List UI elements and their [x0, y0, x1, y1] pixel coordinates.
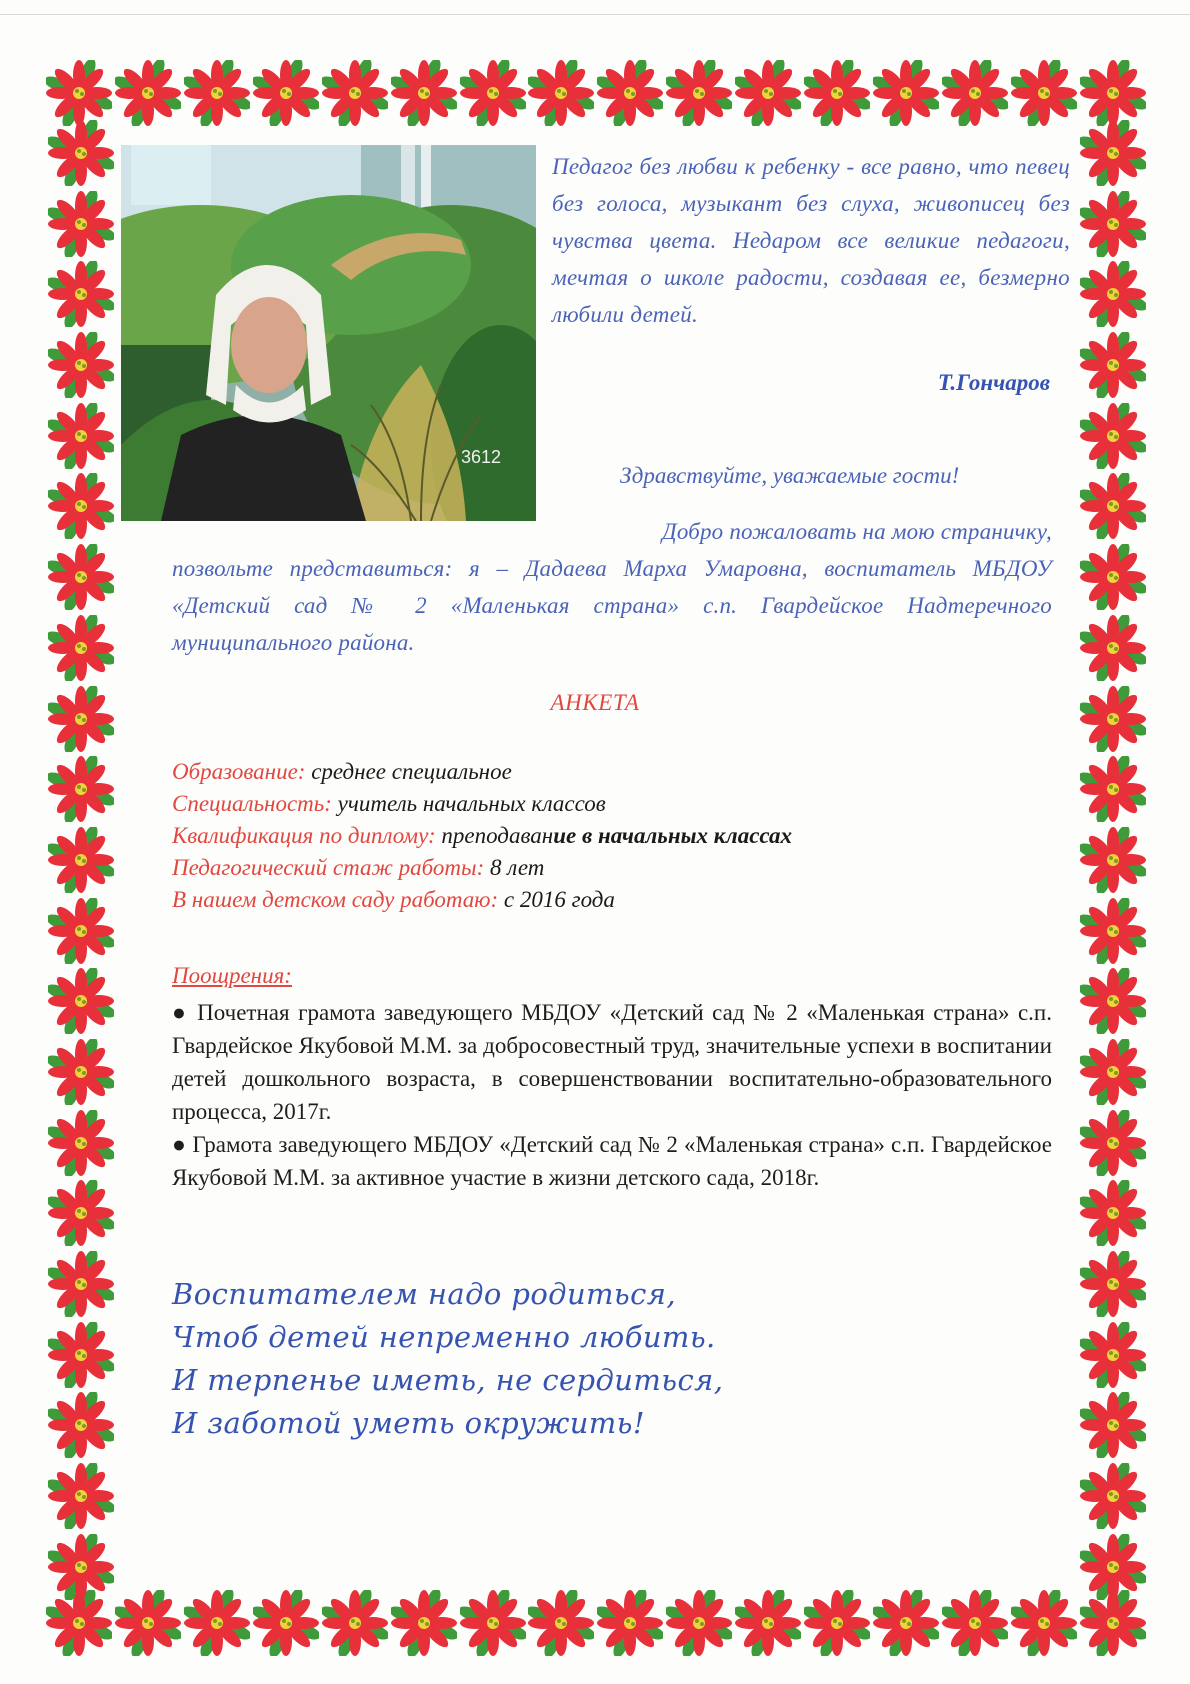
poinsettia-flower-icon: [1080, 191, 1146, 257]
poinsettia-flower-icon: [115, 60, 181, 126]
profile-value: [305, 759, 511, 784]
poem-line: И терпенье иметь, не сердиться,: [172, 1363, 724, 1397]
poinsettia-flower-icon: [48, 473, 114, 539]
profile-value-text: преподаван: [435, 823, 554, 848]
profile-value-bold: ие в начальных классах: [553, 823, 793, 848]
poinsettia-flower-icon: [48, 191, 114, 257]
profile-value-text: среднее специальное: [305, 759, 512, 784]
poinsettia-flower-icon: [48, 1180, 114, 1246]
profile-label: Специальность:: [172, 791, 332, 816]
poinsettia-flower-icon: [942, 60, 1008, 126]
poinsettia-flower-icon: [48, 898, 114, 964]
poinsettia-flower-icon: [1011, 1590, 1077, 1656]
profile-label: Образование:: [172, 759, 306, 784]
poinsettia-flower-icon: [1080, 261, 1146, 327]
award-item: ● Почетная грамота заведующего МБДОУ «Детский сад № 2 «Маленькая страна» с.п. Гвардейское Якубовой М.М. за добросовестный труд, значительные успехи в воспитании детей дошкольного возраста, в совершенствовании воспитательно-образовательного процесса, 2017г.: [172, 1000, 1052, 1124]
poinsettia-flower-icon: [1080, 120, 1146, 186]
poinsettia-flower-icon: [460, 60, 526, 126]
poinsettia-flower-icon: [48, 1110, 114, 1176]
anketa-heading: АНКЕТА: [550, 690, 640, 715]
epigraph-quote: Педагог без любви к ребенку - все равно, что певец без голоса, музыкант без слуха, живописец без чувства цвета. Недаром все великие педагоги, мечтая о школе радости, создавая ее, безмерно любили детей.: [552, 154, 1070, 327]
awards-list: [172, 996, 1052, 1194]
profile-row: [172, 884, 1052, 916]
poinsettia-flower-icon: [48, 1534, 114, 1600]
poinsettia-flower-icon: [528, 1590, 594, 1656]
profile-label: Квалификация по диплому:: [172, 823, 436, 848]
poinsettia-flower-icon: [48, 1463, 114, 1529]
poinsettia-flower-icon: [1080, 756, 1146, 822]
poinsettia-flower-icon: [48, 403, 114, 469]
poinsettia-flower-icon: [48, 1392, 114, 1458]
profile-label: Педагогический стаж работы:: [172, 855, 485, 880]
profile-value: [498, 887, 615, 912]
poinsettia-flower-icon: [184, 1590, 250, 1656]
scan-edge-line: [0, 14, 1190, 15]
profile-list: [172, 756, 1052, 916]
profile-value-text: 8 лет: [484, 855, 545, 880]
teacher-photo: [121, 145, 536, 521]
poinsettia-flower-icon: [253, 60, 319, 126]
poinsettia-flower-icon: [253, 1590, 319, 1656]
poinsettia-flower-icon: [873, 1590, 939, 1656]
poinsettia-flower-icon: [735, 1590, 801, 1656]
profile-label: В нашем детском саду работаю:: [172, 887, 499, 912]
poinsettia-flower-icon: [48, 261, 114, 327]
profile-value: [484, 855, 544, 880]
poinsettia-flower-icon: [804, 60, 870, 126]
poinsettia-flower-icon: [735, 60, 801, 126]
poinsettia-flower-icon: [322, 1590, 388, 1656]
poinsettia-flower-icon: [48, 968, 114, 1034]
photo-number-label: 3612: [461, 447, 502, 467]
poinsettia-flower-icon: [1080, 1534, 1146, 1600]
profile-row: [172, 756, 1052, 788]
poinsettia-flower-icon: [48, 615, 114, 681]
poinsettia-flower-icon: [48, 756, 114, 822]
poinsettia-flower-icon: [322, 60, 388, 126]
poinsettia-flower-icon: [1080, 403, 1146, 469]
poinsettia-flower-icon: [48, 544, 114, 610]
profile-row: [172, 852, 1052, 884]
poinsettia-flower-icon: [1080, 1251, 1146, 1317]
poem-line: Чтоб детей непременно любить.: [172, 1320, 716, 1354]
profile-value-text: учитель начальных классов: [331, 791, 606, 816]
poinsettia-flower-icon: [942, 1590, 1008, 1656]
intro-first-line: Добро пожаловать на мою страничку,: [661, 519, 1052, 544]
poinsettia-flower-icon: [1080, 1392, 1146, 1458]
poinsettia-flower-icon: [48, 332, 114, 398]
poinsettia-flower-icon: [1011, 60, 1077, 126]
profile-value: [436, 823, 792, 848]
poem-line: Воспитателем надо родиться,: [172, 1277, 676, 1311]
closing-poem: [172, 1273, 972, 1445]
flower-border-bottom: [46, 1588, 1146, 1658]
poinsettia-flower-icon: [1080, 1180, 1146, 1246]
awards-heading: Поощрения:: [172, 963, 292, 988]
profile-value: [332, 791, 606, 816]
poinsettia-flower-icon: [873, 60, 939, 126]
poinsettia-flower-icon: [1080, 1322, 1146, 1388]
profile-row: [172, 788, 1052, 820]
poinsettia-flower-icon: [184, 60, 250, 126]
poinsettia-flower-icon: [1080, 1463, 1146, 1529]
poinsettia-flower-icon: [460, 1590, 526, 1656]
poinsettia-flower-icon: [48, 120, 114, 186]
intro-paragraph: [172, 513, 1052, 661]
poinsettia-flower-icon: [1080, 332, 1146, 398]
poem-line: И заботой уметь окружить!: [172, 1406, 645, 1440]
greeting-text: Здравствуйте, уважаемые гости!: [620, 463, 960, 488]
poinsettia-flower-icon: [48, 1322, 114, 1388]
intro-rest: позвольте представиться: я – Дадаева Марха Умаровна, воспитатель МБДОУ «Детский сад № 2 «Маленькая страна» с.п. Гвардейское Надтеречного муниципального района.: [172, 556, 1052, 655]
poinsettia-flower-icon: [528, 60, 594, 126]
flower-border-top: [46, 58, 1146, 128]
poinsettia-flower-icon: [666, 60, 732, 126]
poinsettia-flower-icon: [1080, 827, 1146, 893]
flower-border-left: [46, 120, 116, 1600]
poinsettia-flower-icon: [1080, 473, 1146, 539]
poinsettia-flower-icon: [1080, 898, 1146, 964]
poinsettia-flower-icon: [1080, 1039, 1146, 1105]
quote-author: Т.Гончаров: [937, 370, 1050, 395]
poinsettia-flower-icon: [597, 1590, 663, 1656]
poinsettia-flower-icon: [48, 1039, 114, 1105]
poinsettia-flower-icon: [1080, 60, 1146, 126]
poinsettia-flower-icon: [115, 1590, 181, 1656]
poinsettia-flower-icon: [46, 60, 112, 126]
poinsettia-flower-icon: [1080, 1110, 1146, 1176]
poinsettia-flower-icon: [1080, 968, 1146, 1034]
poinsettia-flower-icon: [597, 60, 663, 126]
poinsettia-flower-icon: [666, 1590, 732, 1656]
poinsettia-flower-icon: [391, 1590, 457, 1656]
award-item: ● Грамота заведующего МБДОУ «Детский сад № 2 «Маленькая страна» с.п. Гвардейское Якубовой М.М. за активное участие в жизни детского сада, 2018г.: [172, 1132, 1052, 1190]
flower-border-right: [1078, 120, 1148, 1600]
poinsettia-flower-icon: [1080, 615, 1146, 681]
poinsettia-flower-icon: [48, 1251, 114, 1317]
poinsettia-flower-icon: [804, 1590, 870, 1656]
poinsettia-flower-icon: [1080, 544, 1146, 610]
profile-value-text: с 2016 года: [498, 887, 615, 912]
poinsettia-flower-icon: [391, 60, 457, 126]
profile-row: [172, 820, 1052, 852]
poinsettia-flower-icon: [48, 827, 114, 893]
